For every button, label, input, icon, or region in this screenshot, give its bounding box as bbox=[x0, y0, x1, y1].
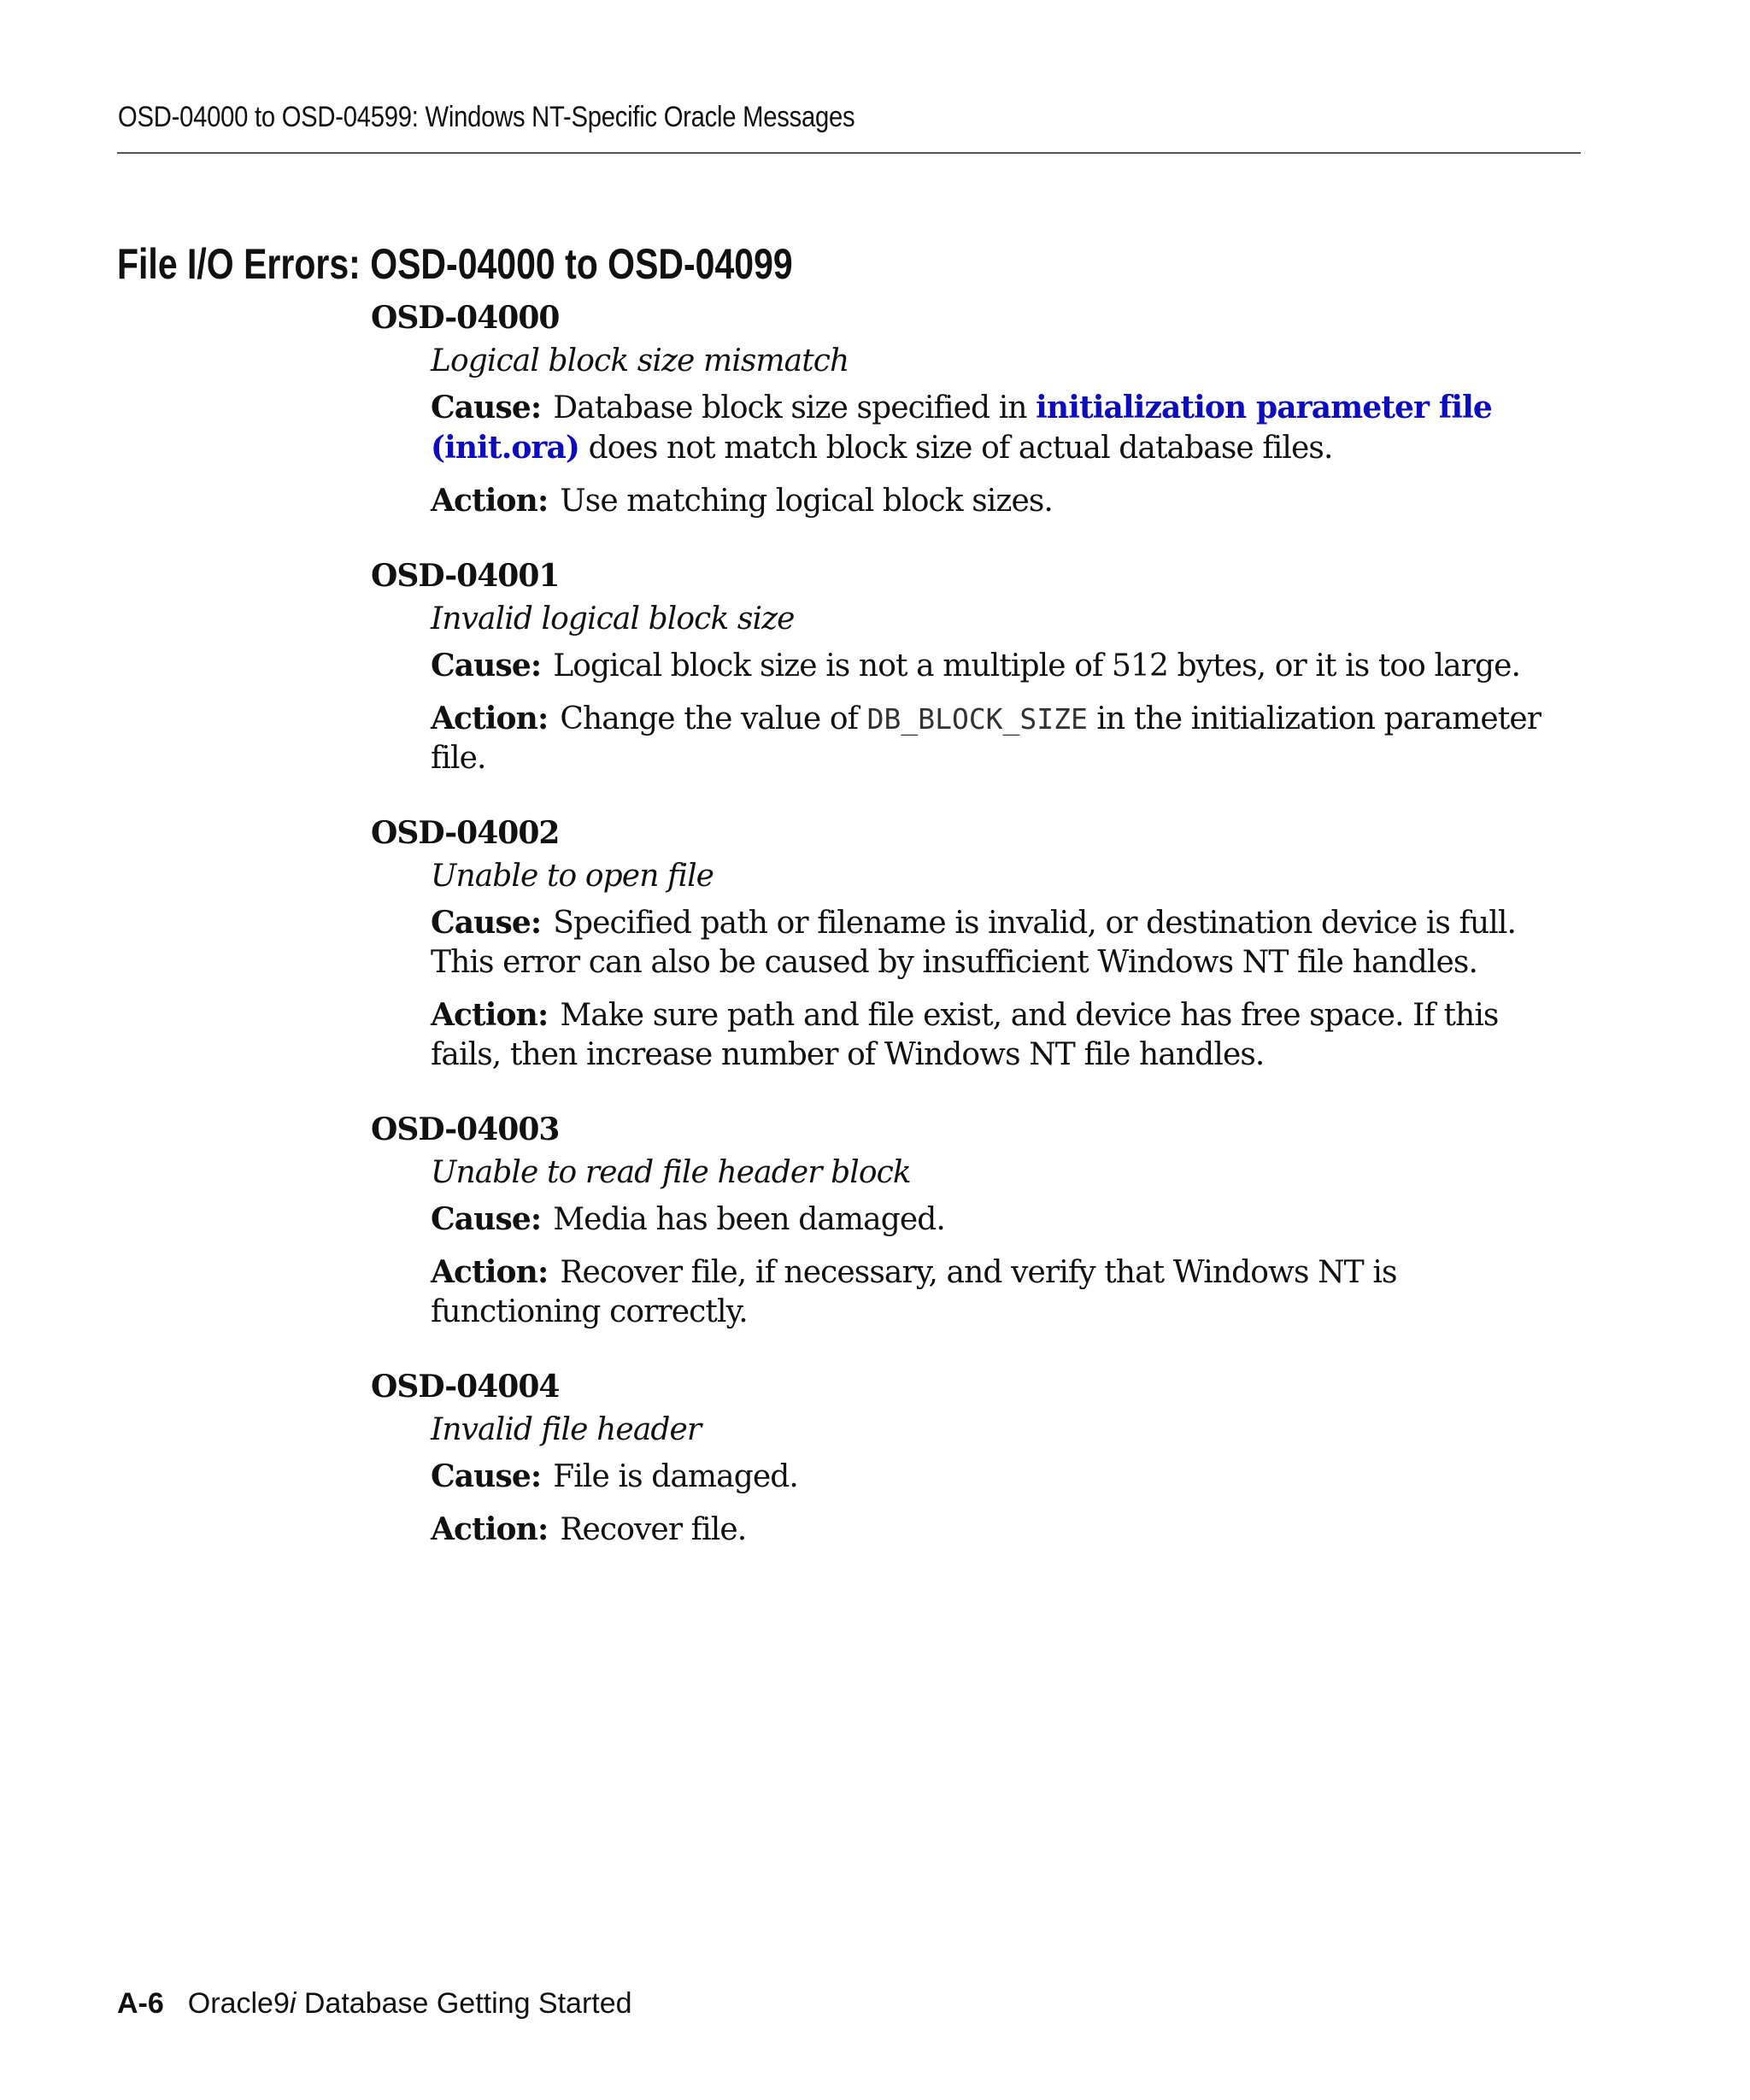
action-paragraph bbox=[431, 995, 1567, 1075]
running-header: OSD-04000 to OSD-04599: Windows NT-Specific Oracle Messages bbox=[118, 101, 855, 133]
cause-paragraph bbox=[431, 903, 1567, 983]
message-body bbox=[431, 338, 1567, 521]
cause-text: Logical block size is not a multiple of 512 bytes, or it is too large. bbox=[553, 648, 1521, 683]
parameter-name-code: DB_BLOCK_SIZE bbox=[866, 702, 1088, 736]
book-title-prefix: Oracle9 bbox=[187, 1987, 290, 2020]
action-text: Recover file, if necessary, and verify that Windows NT is functioning correctly. bbox=[431, 1255, 1397, 1329]
cause-paragraph bbox=[431, 1200, 1567, 1240]
action-paragraph bbox=[431, 1252, 1567, 1332]
cause-label: Cause: bbox=[431, 1201, 542, 1237]
message-text: Invalid file header bbox=[431, 1412, 702, 1447]
action-text: Change the value of bbox=[560, 701, 867, 736]
cause-label: Cause: bbox=[431, 648, 542, 683]
action-paragraph bbox=[431, 481, 1567, 521]
cause-label: Cause: bbox=[431, 390, 542, 425]
page-footer bbox=[117, 1987, 632, 2021]
message-body bbox=[431, 1150, 1567, 1332]
message-list bbox=[371, 297, 1567, 1584]
message-code: OSD-04004 bbox=[371, 1369, 560, 1405]
cause-text: Media has been damaged. bbox=[553, 1202, 945, 1237]
message-entry-osd-04003 bbox=[371, 1109, 1567, 1332]
action-text: Make sure path and file exist, and device has free space. If this fails, then increase number of Windows NT file handles. bbox=[431, 998, 1499, 1072]
cause-text: Database block size specified in bbox=[553, 390, 1036, 425]
cause-text-cont: does not match block size of actual database files. bbox=[579, 431, 1333, 466]
header-rule bbox=[117, 152, 1581, 154]
action-paragraph bbox=[431, 699, 1567, 778]
cause-text: Specified path or filename is invalid, or destination device is full. This error can also be caused by insufficient Windows NT file handles. bbox=[431, 906, 1517, 980]
message-code: OSD-04003 bbox=[371, 1112, 560, 1147]
cause-label: Cause: bbox=[431, 905, 542, 941]
cause-label: Cause: bbox=[431, 1458, 542, 1494]
message-text: Unable to read file header block bbox=[431, 1155, 911, 1190]
action-text: Recover file. bbox=[560, 1512, 747, 1547]
action-text-cont: in the initialization parameter file. bbox=[431, 701, 1542, 776]
cause-paragraph bbox=[431, 646, 1567, 686]
init-ora-link[interactable]: initialization parameter file (init.ora) bbox=[431, 390, 1492, 466]
message-body bbox=[431, 1407, 1567, 1550]
message-code: OSD-04001 bbox=[371, 558, 560, 594]
action-label: Action: bbox=[431, 997, 549, 1033]
message-body bbox=[431, 853, 1567, 1075]
action-text: Use matching logical block sizes. bbox=[560, 484, 1053, 519]
book-title bbox=[188, 1987, 632, 2020]
message-text: Unable to open file bbox=[431, 859, 714, 894]
cause-paragraph bbox=[431, 388, 1567, 468]
action-label: Action: bbox=[431, 701, 549, 736]
action-label: Action: bbox=[431, 1511, 549, 1547]
message-entry-osd-04001 bbox=[371, 555, 1567, 778]
message-body bbox=[431, 596, 1567, 778]
book-title-italic: i bbox=[289, 1987, 297, 2020]
message-entry-osd-04000 bbox=[371, 297, 1567, 521]
action-paragraph bbox=[431, 1510, 1567, 1550]
section-title: File I/O Errors: OSD-04000 to OSD-04099 bbox=[117, 240, 793, 288]
book-title-suffix: Database Getting Started bbox=[296, 1987, 632, 2020]
message-code: OSD-04002 bbox=[371, 815, 560, 851]
message-entry-osd-04004 bbox=[371, 1366, 1567, 1550]
message-entry-osd-04002 bbox=[371, 812, 1567, 1075]
cause-text: File is damaged. bbox=[553, 1459, 798, 1494]
message-code: OSD-04000 bbox=[371, 300, 560, 336]
page-number: A-6 bbox=[117, 1987, 164, 2020]
message-text: Invalid logical block size bbox=[431, 601, 795, 636]
action-label: Action: bbox=[431, 483, 549, 519]
action-label: Action: bbox=[431, 1254, 549, 1290]
cause-paragraph bbox=[431, 1457, 1567, 1497]
message-text: Logical block size mismatch bbox=[431, 343, 849, 378]
